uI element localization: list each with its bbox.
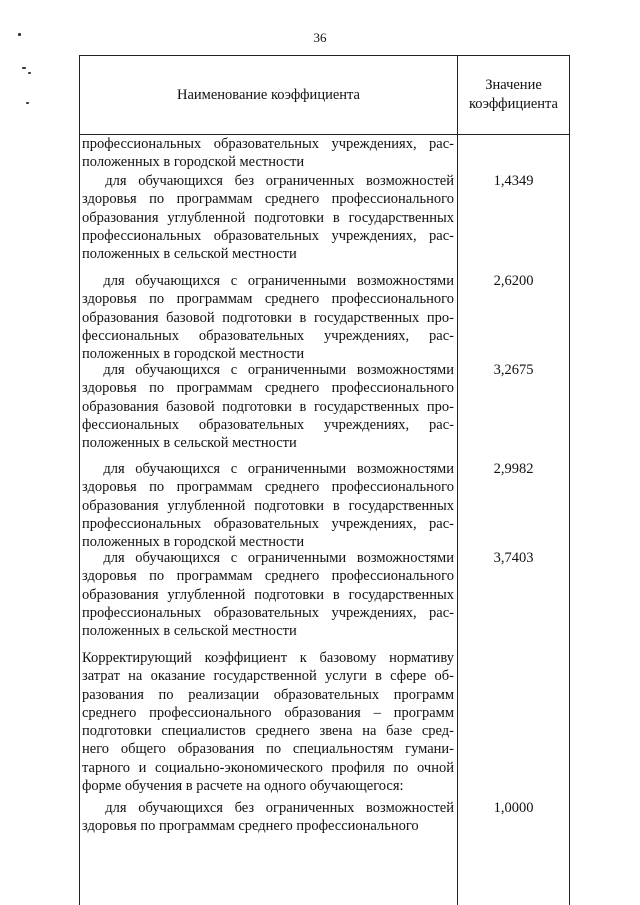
- text-line: образования углубленной подготовки в государственных: [82, 586, 454, 603]
- text-line: образования углубленной подготовки в государственных: [82, 497, 454, 514]
- table-header: [80, 55, 569, 135]
- text-line: затрат на оказание государственной услуги в сфере об-: [82, 668, 454, 685]
- coefficient-value: 2,6200: [493, 273, 534, 289]
- text-line: для обучающихся без ограниченных возможностей: [82, 173, 454, 189]
- scan-speck: [28, 72, 31, 74]
- coefficient-value: 3,7403: [493, 550, 534, 566]
- text-line: для обучающихся с ограниченными возможностями: [82, 362, 454, 378]
- text-line: Корректирующий коэффициент к базовому нормативу: [82, 650, 454, 666]
- text-line: него общего образования по специальностям гумани-: [82, 741, 454, 758]
- text-line: положенных в сельской местности: [82, 623, 297, 640]
- text-line: фессиональных образовательных учреждениях, рас-: [82, 327, 454, 344]
- coefficient-description: [82, 172, 454, 263]
- coefficient-description: [82, 549, 454, 640]
- text-line: профессиональных образовательных учреждениях, рас-: [82, 227, 454, 244]
- text-line: среднего профессионального образования – программ: [82, 704, 454, 721]
- text-line: здоровья по программам среднего профессионального: [82, 818, 419, 835]
- text-line: положенных в городской местности: [82, 534, 305, 551]
- text-line: профессиональных образовательных учреждениях, рас-: [82, 136, 454, 152]
- text-line: здоровья по программам среднего профессионального: [82, 291, 454, 308]
- text-line: образования базовой подготовки в государственных про-: [82, 309, 454, 326]
- text-line: тарного и социально-экономического профиля по очной: [82, 759, 454, 776]
- coefficient-value: 1,0000: [493, 800, 534, 816]
- text-line: положенных в сельской местности: [82, 435, 297, 452]
- text-line: для обучающихся с ограниченными возможностями: [82, 550, 454, 566]
- coefficient-value: 3,2675: [493, 362, 534, 378]
- text-line: образования базовой подготовки в государственных про-: [82, 398, 454, 415]
- text-line: профессиональных образовательных учреждениях, рас-: [82, 515, 454, 532]
- coefficient-table: [79, 55, 570, 905]
- coefficient-description: [82, 460, 454, 551]
- text-line: здоровья по программам среднего профессионального: [82, 380, 454, 397]
- text-line: разования по реализации образовательных программ: [82, 686, 454, 703]
- page-number: 36: [313, 30, 327, 45]
- text-line: форме обучения в расчете на одного обучающегося:: [82, 778, 404, 795]
- text-line: здоровья по программам среднего профессионального: [82, 479, 454, 496]
- text-line: фессиональных образовательных учреждениях, рас-: [82, 416, 454, 433]
- text-line: для обучающихся с ограниченными возможностями: [82, 273, 454, 289]
- text-line: для обучающихся с ограниченными возможностями: [82, 461, 454, 477]
- text-line: здоровья по программам среднего профессионального: [82, 568, 454, 585]
- coefficient-description: [82, 649, 454, 795]
- coefficient-description: [82, 799, 454, 836]
- coefficient-description: [82, 361, 454, 452]
- coefficient-value: 2,9982: [493, 461, 534, 477]
- text-line: положенных в городской местности: [82, 154, 305, 171]
- text-line: для обучающихся без ограниченных возможностей: [82, 800, 454, 816]
- text-line: положенных в городской местности: [82, 346, 305, 363]
- text-line: образования углубленной подготовки в государственных: [82, 209, 454, 226]
- scan-speck: [26, 102, 29, 104]
- coefficient-value: 1,4349: [493, 173, 534, 189]
- coefficient-description: [82, 135, 454, 172]
- text-line: профессиональных образовательных учреждениях, рас-: [82, 604, 454, 621]
- text-line: подготовки специалистов среднего звена на базе сред-: [82, 723, 454, 740]
- text-line: здоровья по программам среднего профессионального: [82, 191, 454, 208]
- text-line: положенных в сельской местности: [82, 246, 297, 263]
- header-coefficient-value: Значение коэффициента: [468, 77, 558, 112]
- header-coefficient-name: Наименование коэффициента: [177, 86, 360, 103]
- scan-speck: [22, 67, 26, 69]
- coefficient-description: [82, 272, 454, 363]
